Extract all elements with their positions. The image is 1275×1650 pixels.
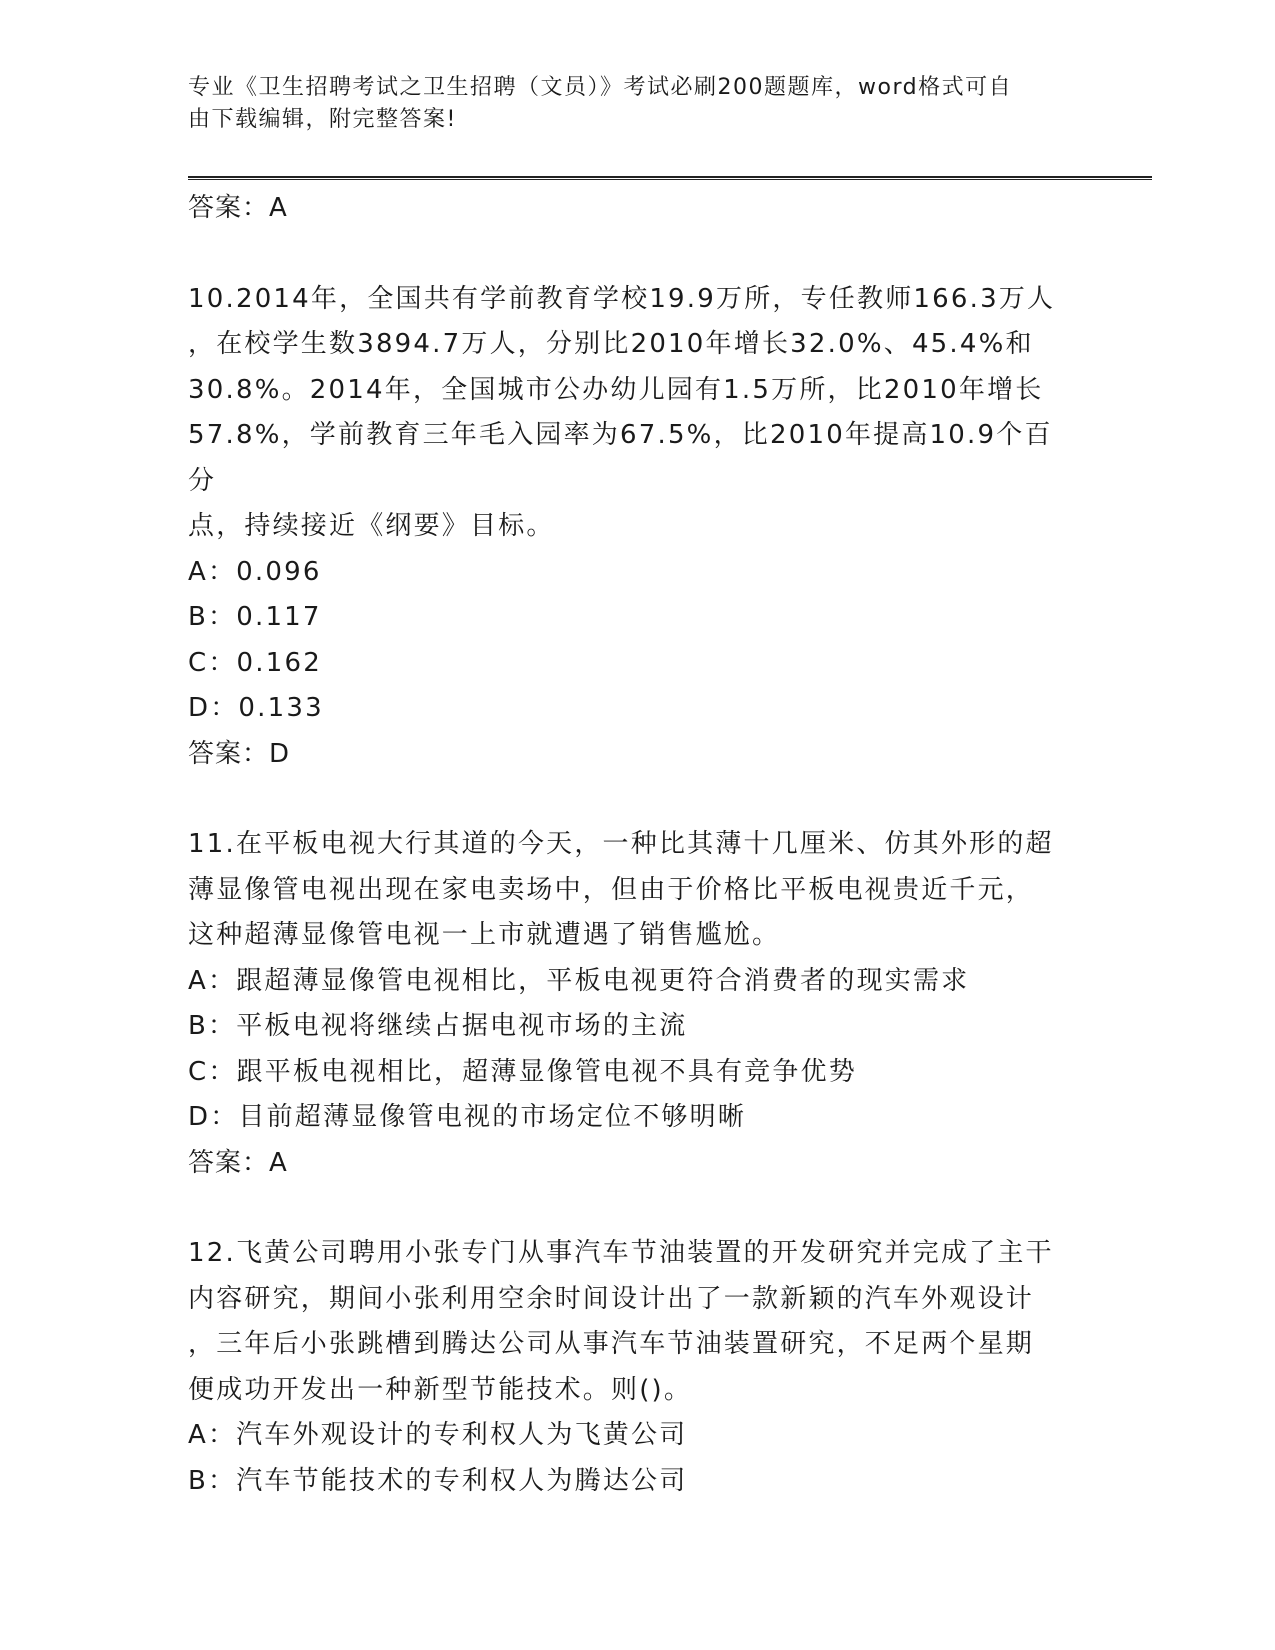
question-block bbox=[188, 1231, 1078, 1504]
spacer bbox=[188, 232, 1078, 277]
previous-answer: 答案：A bbox=[188, 193, 288, 223]
option-d: D：0.133 bbox=[188, 693, 324, 723]
question-line: 12.飞黄公司聘用小张专门从事汽车节油装置的开发研究并完成了主干 bbox=[188, 1238, 1054, 1268]
header-line-1: 专业《卫生招聘考试之卫生招聘（文员）》考试必刷200题题库，word格式可自 bbox=[188, 75, 1013, 100]
question-line: 薄显像管电视出现在家电卖场中，但由于价格比平板电视贵近千元， bbox=[188, 874, 1035, 905]
answer-line: 答案：D bbox=[188, 738, 291, 769]
question-line: 10.2014年，全国共有学前教育学校19.9万所，专任教师166.3万人 bbox=[188, 283, 1056, 314]
option-b: B：平板电视将继续占据电视市场的主流 bbox=[188, 1011, 688, 1041]
question-block bbox=[188, 822, 1078, 1186]
header-line-2: 由下载编辑，附完整答案! bbox=[188, 107, 457, 132]
option-a: A：汽车外观设计的专利权人为飞黄公司 bbox=[188, 1420, 688, 1450]
option-b: B：汽车节能技术的专利权人为腾达公司 bbox=[188, 1465, 688, 1496]
question-line: 内容研究，期间小张利用空余时间设计出了一款新颖的汽车外观设计 bbox=[188, 1283, 1035, 1314]
question-line: 便成功开发出一种新型节能技术。则()。 bbox=[188, 1374, 693, 1405]
answer-line: 答案：A bbox=[188, 1147, 288, 1178]
option-b: B：0.117 bbox=[188, 602, 322, 632]
question-line: 这种超薄显像管电视一上市就遭遇了销售尴尬。 bbox=[188, 920, 781, 950]
question-line: 11.在平板电视大行其道的今天，一种比其薄十几厘米、仿其外形的超 bbox=[188, 829, 1054, 859]
option-a: A：0.096 bbox=[188, 556, 322, 587]
option-a: A：跟超薄显像管电视相比，平板电视更符合消费者的现实需求 bbox=[188, 965, 970, 996]
question-line: 57.8%，学前教育三年毛入园率为67.5%，比2010年提高10.9个百分 bbox=[188, 420, 1053, 496]
page-header bbox=[188, 72, 1068, 136]
document-body bbox=[188, 186, 1078, 1504]
question-line: 点，持续接近《纲要》目标。 bbox=[188, 511, 555, 541]
question-line: ，在校学生数3894.7万人，分别比2010年增长32.0%、45.4%和 bbox=[188, 329, 1034, 359]
spacer bbox=[188, 777, 1078, 822]
question-line: 30.8%。2014年，全国城市公办幼儿园有1.5万所，比2010年增长 bbox=[188, 374, 1044, 405]
option-c: C：跟平板电视相比，超薄显像管电视不具有竞争优势 bbox=[188, 1056, 857, 1087]
option-c: C：0.162 bbox=[188, 647, 322, 678]
header-divider bbox=[188, 176, 1152, 180]
spacer bbox=[188, 1186, 1078, 1231]
option-d: D：目前超薄显像管电视的市场定位不够明晰 bbox=[188, 1102, 747, 1132]
question-line: ，三年后小张跳槽到腾达公司从事汽车节油装置研究，不足两个星期 bbox=[188, 1329, 1035, 1359]
question-block bbox=[188, 277, 1078, 778]
